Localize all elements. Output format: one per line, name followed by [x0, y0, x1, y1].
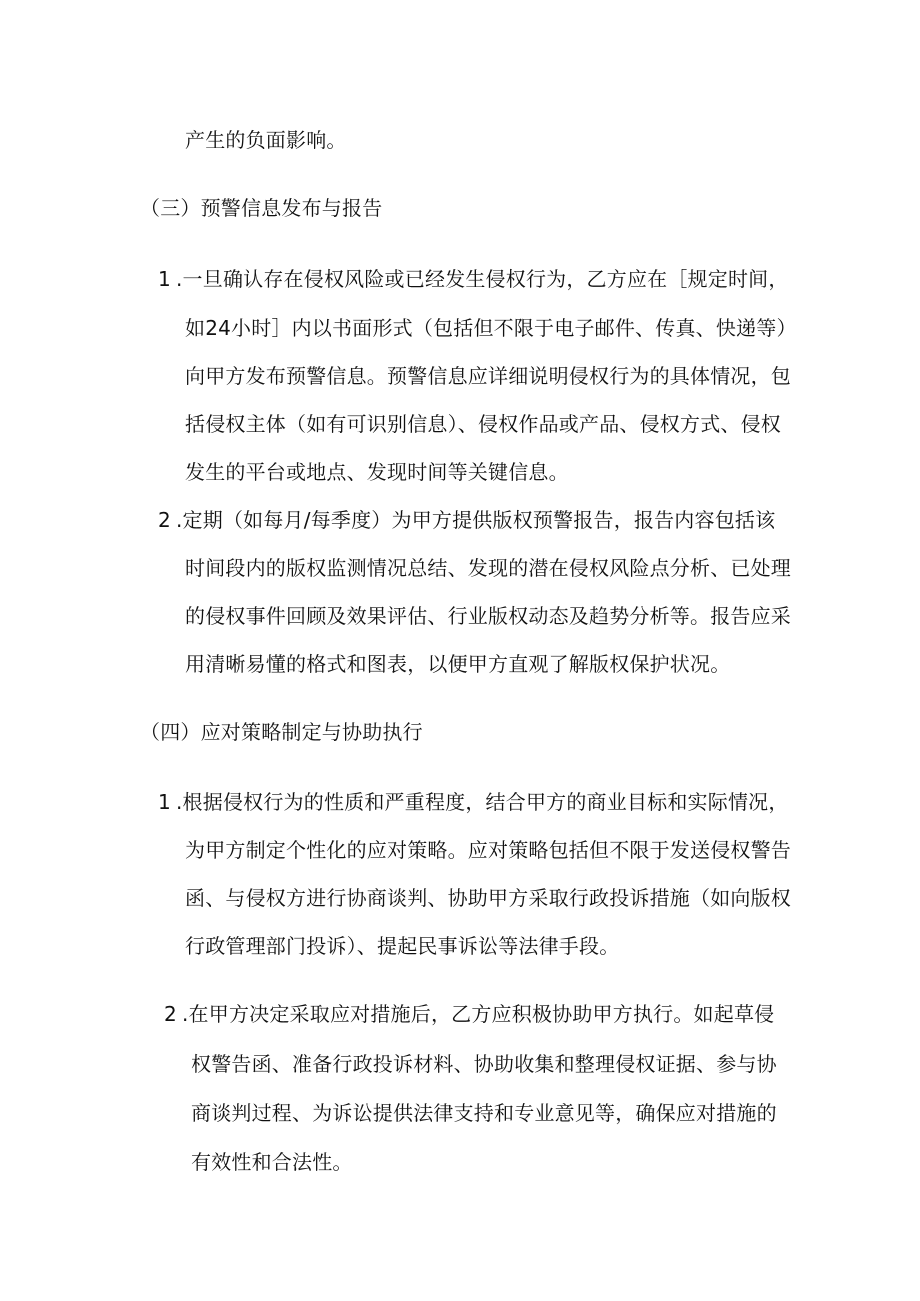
- list-item-line: 为甲方制定个性化的应对策略。应对策略包括但不限于发送侵权警告: [185, 838, 791, 862]
- paragraph-tail: 产生的负面影响。: [185, 128, 347, 152]
- list-item-line: 商谈判过程、为诉讼提供法律支持和专业意见等，确保应对措施的: [191, 1101, 777, 1125]
- list-item-line: 的侵权事件回顾及效果评估、行业版权动态及趋势分析等。报告应采: [185, 604, 791, 628]
- list-item-line: 权警告函、准备行政投诉材料、协助收集和整理侵权证据、参与协: [191, 1052, 777, 1076]
- list-item-line: 时间段内的版权监测情况总结、发现的潜在侵权风险点分析、已处理: [185, 556, 791, 580]
- list-item-line: 括侵权主体（如有可识别信息）、侵权作品或产品、侵权方式、侵权: [185, 412, 781, 436]
- list-item-line: 发生的平台或地点、发现时间等关键信息。: [185, 460, 569, 484]
- list-item-number: 2: [158, 508, 171, 532]
- list-item-number: 1: [158, 790, 171, 814]
- list-item-line: 向甲方发布预警信息。预警信息应详细说明侵权行为的具体情况，包: [185, 364, 791, 388]
- list-item-number: 2: [164, 1002, 177, 1026]
- list-item-number: 1: [158, 267, 171, 291]
- list-item-line: 用清晰易懂的格式和图表，以便甲方直观了解版权保护状况。: [185, 652, 731, 676]
- list-item-line: 有效性和合法性。: [191, 1150, 353, 1174]
- section-heading-4: （四）应对策略制定与协助执行: [140, 720, 423, 744]
- section-heading-3: （三）预警信息发布与报告: [140, 196, 383, 220]
- list-item-line: 函、与侵权方进行协商谈判、协助甲方采取行政投诉措施（如向版权: [185, 886, 791, 910]
- list-item-line: 行政管理部门投诉）、提起民事诉讼等法律手段。: [185, 934, 620, 958]
- list-item-line: .定期（如每月/每季度）为甲方提供版权预警报告，报告内容包括该: [176, 508, 776, 532]
- list-item-line: .一旦确认存在侵权风险或已经发生侵权行为，乙方应在［规定时间，: [176, 267, 789, 291]
- list-item-line: .在甲方决定采取应对措施后，乙方应积极协助甲方执行。如起草侵: [182, 1002, 775, 1026]
- list-item-line: .根据侵权行为的性质和严重程度，结合甲方的商业目标和实际情况，: [176, 790, 789, 814]
- list-item-line: 如24小时］内以书面形式（包括但不限于电子邮件、传真、快递等）: [185, 316, 797, 340]
